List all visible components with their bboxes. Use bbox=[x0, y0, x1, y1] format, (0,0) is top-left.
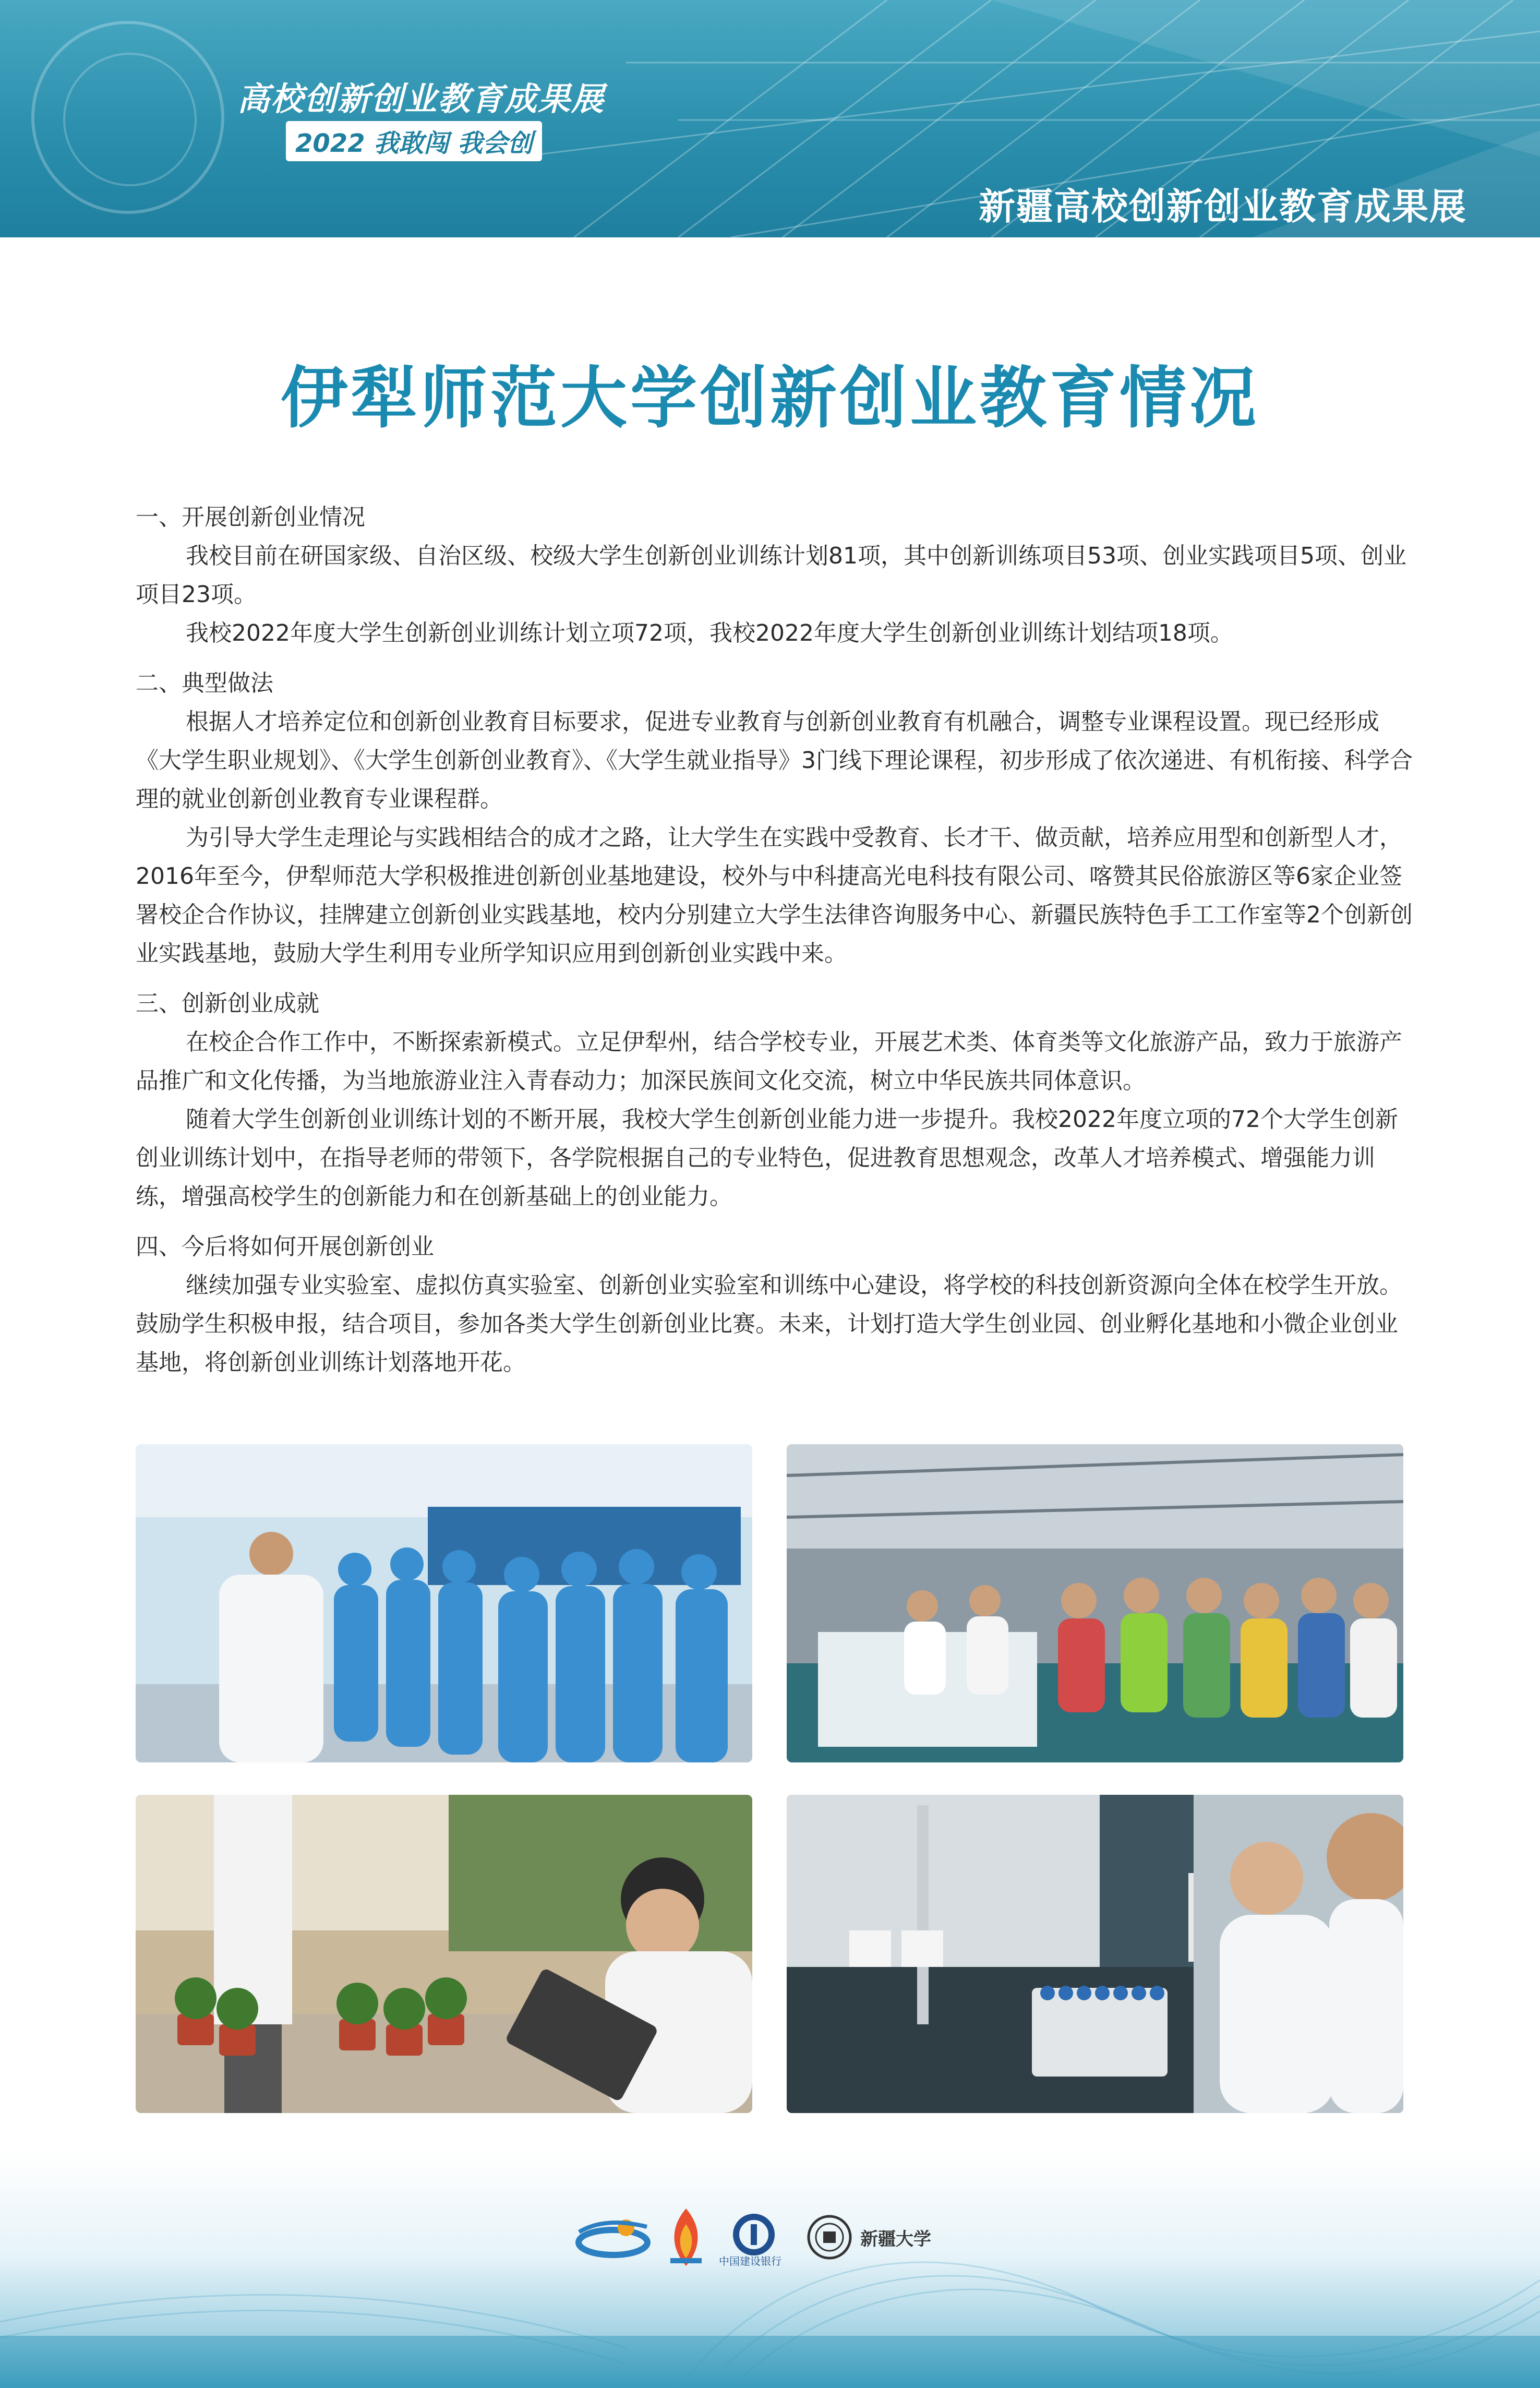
photo-cleanroom-visit bbox=[136, 1444, 752, 1762]
section-1 bbox=[136, 498, 1419, 653]
paragraph: 我校目前在研国家级、自治区级、校级大学生创新创业训练计划81项，其中创新训练项目53项、创业实践项目5项、创业项目23项。 bbox=[136, 543, 1406, 608]
sponsor-logo-2 bbox=[665, 2203, 707, 2271]
section-heading: 一、开展创新创业情况 bbox=[136, 504, 365, 531]
photo-workshop-students bbox=[787, 1444, 1403, 1762]
university-name: 新疆大学 bbox=[860, 2228, 931, 2250]
header-right-title: 新疆高校创新创业教育成果展 bbox=[979, 185, 1467, 228]
paragraph: 随着大学生创新创业训练计划的不断开展，我校大学生创新创业能力进一步提升。我校2022年度立项的72个大学生创新创业训练计划中，在指导老师的带领下，各学院根据自己的专业特色，促进教育思想观念，改革人才培养模式、增强能力训练，增强高校学生的创新能力和在创新基础上的创业能力。 bbox=[136, 1106, 1398, 1210]
section-2 bbox=[136, 664, 1419, 973]
ccb-name: 中国建设银行 bbox=[719, 2255, 781, 2267]
photo-lab-experiment bbox=[787, 1795, 1403, 2113]
paragraph: 在校企合作工作中，不断探索新模式。立足伊犁州，结合学校专业，开展艺术类、体育类等文化旅游产品，致力于旅游产品推广和文化传播，为当地旅游业注入青春动力；加深民族间文化交流，树立中华民族共同体意识。 bbox=[136, 1029, 1402, 1094]
sponsor-logo-1 bbox=[574, 2203, 652, 2271]
expo-title: 高校创新创业教育成果展 bbox=[237, 80, 605, 118]
section-3 bbox=[136, 985, 1419, 1216]
page-title: 伊犁师范大学创新创业教育情况 bbox=[280, 359, 1259, 437]
emblem-watermark bbox=[31, 21, 224, 214]
paragraph: 我校2022年度大学生创新创业训练计划立项72项，我校2022年度大学生创新创业训练计划结项18项。 bbox=[186, 620, 1233, 646]
article-body bbox=[136, 498, 1419, 1394]
paragraph: 根据人才培养定位和创新创业教育目标要求，促进专业教育与创新创业教育有机融合，调整专业课程设置。现已经形成《大学生职业规划》、《大学生创新创业教育》、《大学生就业指导》3门线下理论课程，初步形成了依次递进、有机衔接、科学合理的就业创新创业教育专业课程群。 bbox=[136, 709, 1413, 812]
expo-slogan: 2022 我敢闯 我会创 bbox=[286, 121, 542, 161]
paragraph: 为引导大学生走理论与实践相结合的成才之路，让大学生在实践中受教育、长才干、做贡献，培养应用型和创新型人才，2016年至今，伊犁师范大学积极推进创新创业基地建设，校外与中科捷高光电科技有限公司、喀赞其民俗旅游区等6家企业签署校企合作协议，挂牌建立创新创业实践基地，校内分别建立大学生法律咨询服务中心、新疆民族特色手工工作室等2个创新创业实践基地，鼓励大学生利用专业所学知识应用到创新创业实践中来。 bbox=[136, 824, 1413, 967]
footer-banner bbox=[0, 2150, 1540, 2388]
paragraph: 继续加强专业实验室、虚拟仿真实验室、创新创业实验室和训练中心建设，将学校的科技创新资源向全体在校学生开放。鼓励学生积极申报，结合项目，参加各类大学生创新创业比赛。未来，计划打造大学生创业园、创业孵化基地和小微企业创业基地，将创新创业训练计划落地开花。 bbox=[136, 1272, 1402, 1376]
sponsor-logo-university bbox=[806, 2203, 931, 2271]
university-seal-icon bbox=[806, 2214, 853, 2261]
section-4 bbox=[136, 1228, 1419, 1382]
header-banner bbox=[0, 0, 1540, 237]
section-heading: 三、创新创业成就 bbox=[136, 990, 319, 1017]
swoosh-logo-icon bbox=[574, 2211, 652, 2263]
section-heading: 四、今后将如何开展创新创业 bbox=[136, 1233, 434, 1260]
flame-logo-icon bbox=[665, 2206, 707, 2269]
photo-plant-research bbox=[136, 1795, 752, 2113]
section-heading: 二、典型做法 bbox=[136, 670, 273, 697]
